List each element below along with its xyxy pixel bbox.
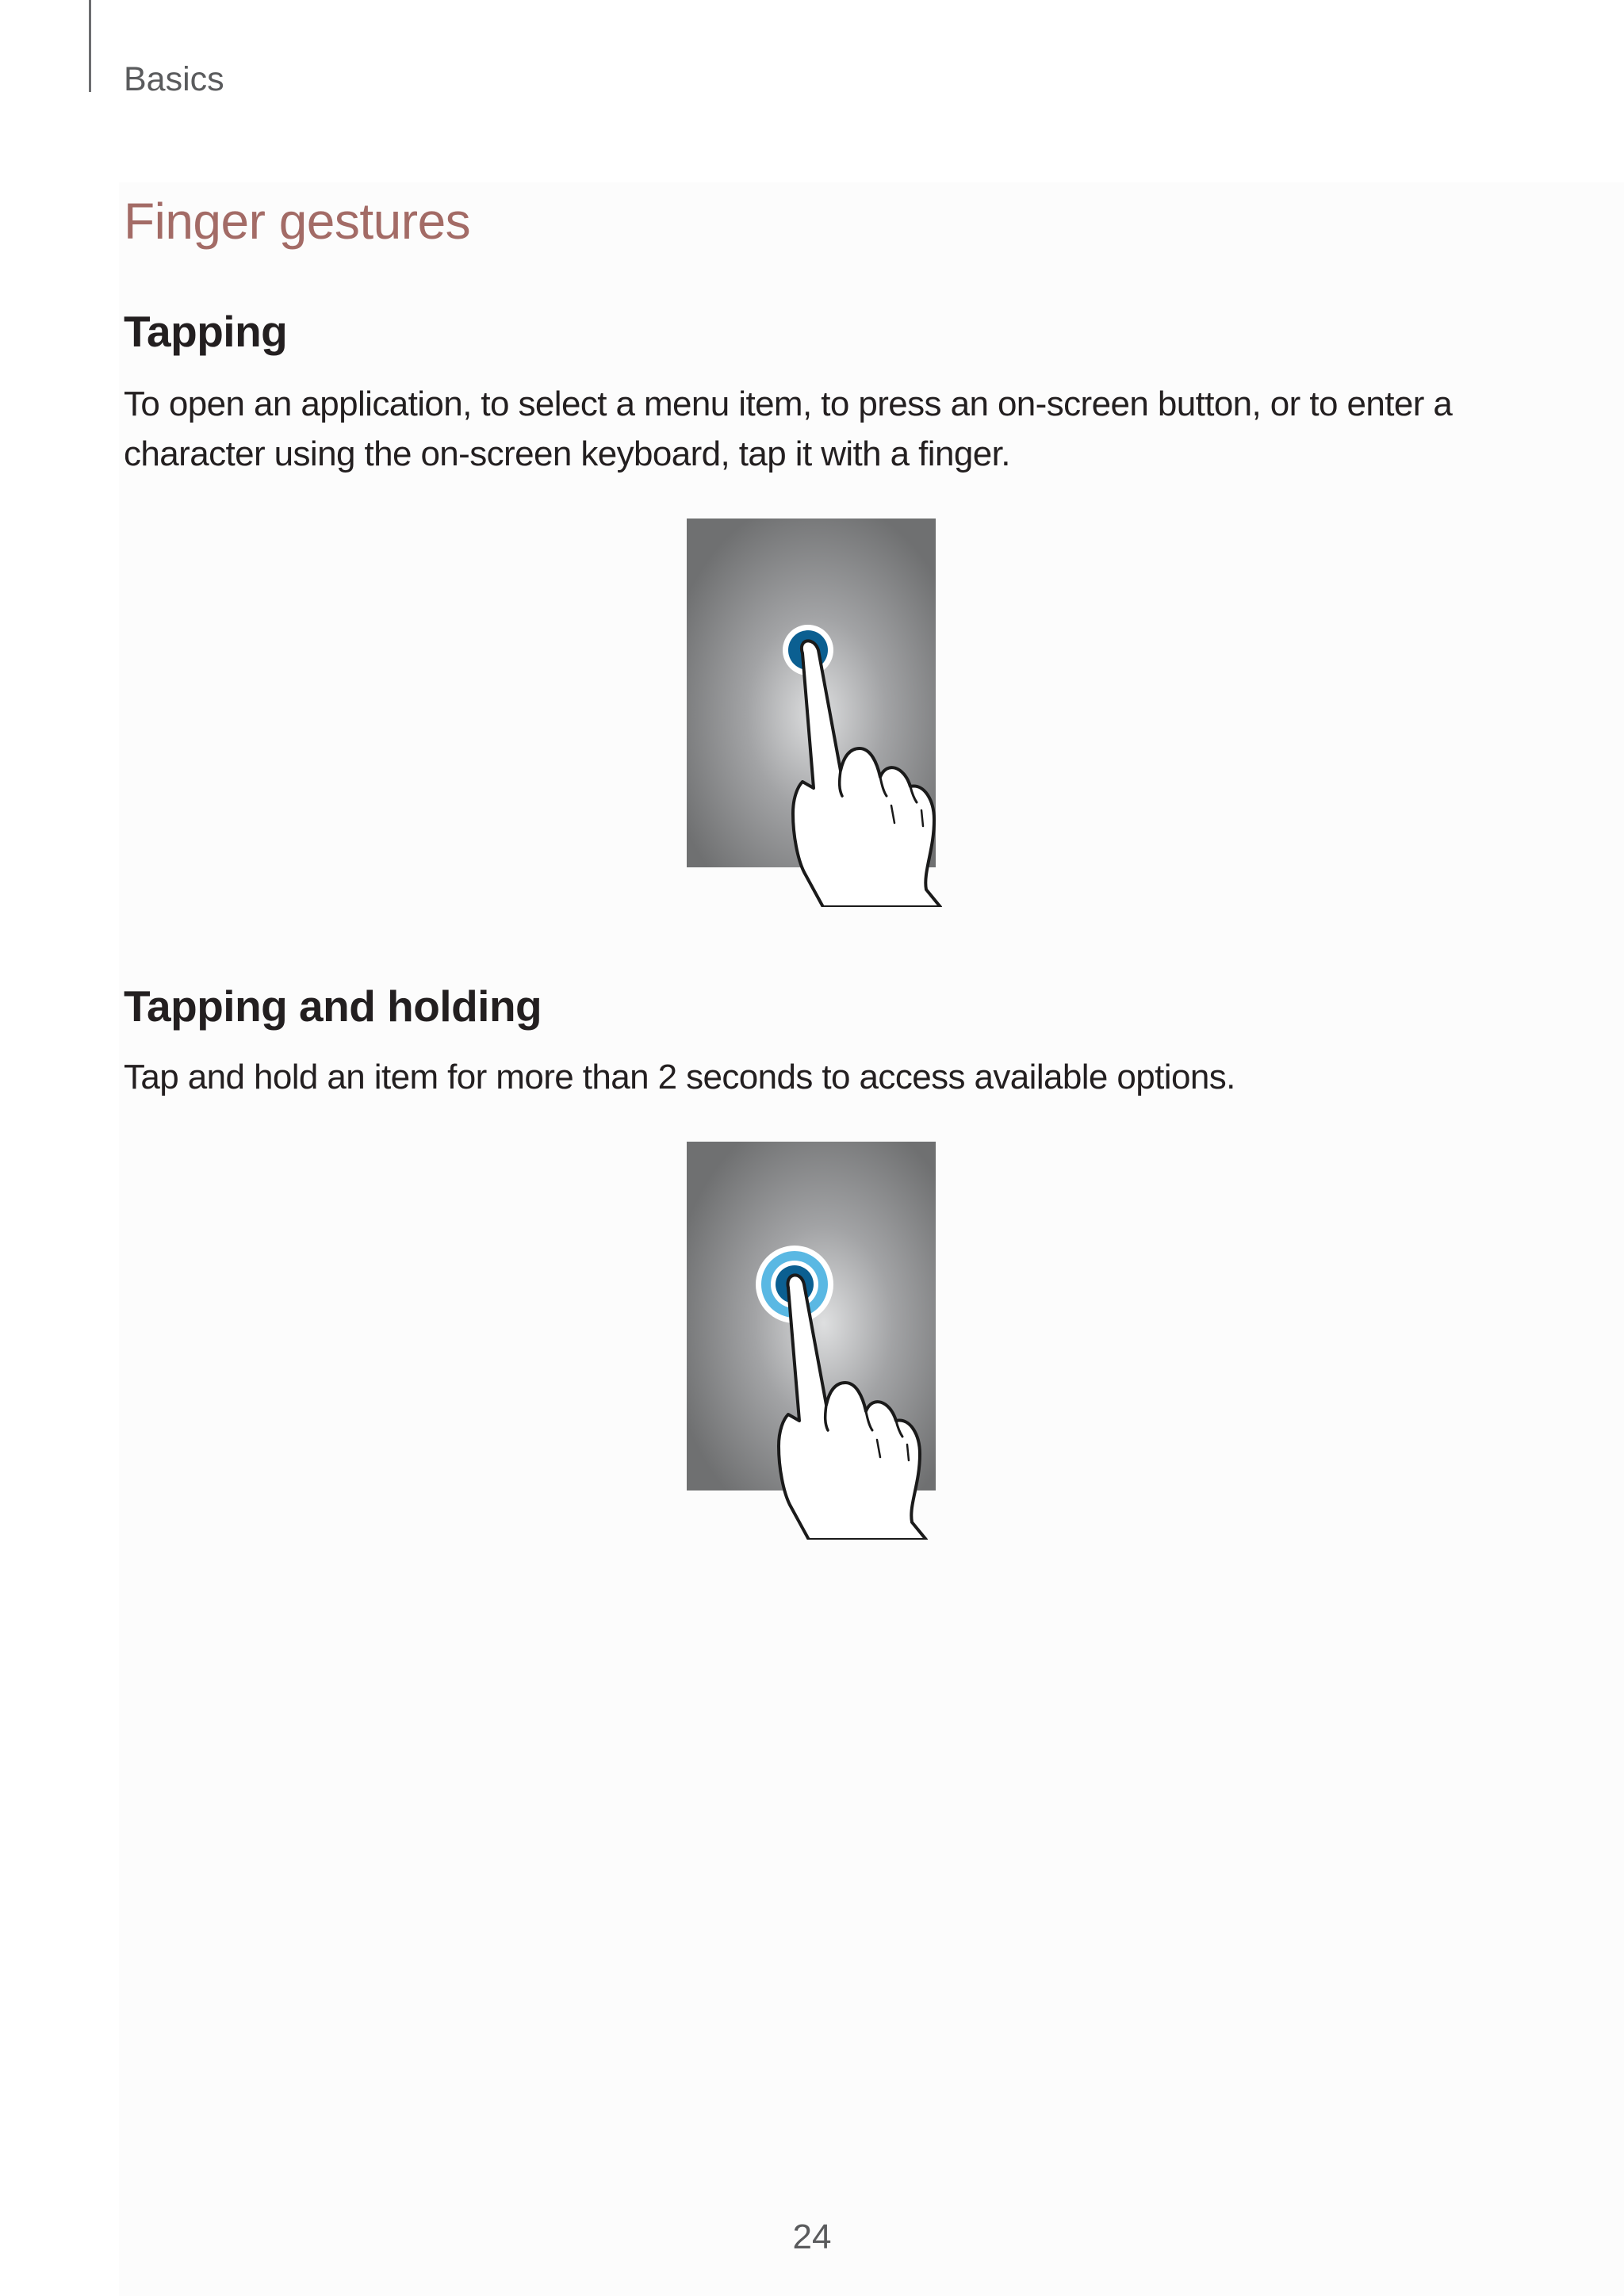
tap-gesture-icon	[687, 519, 961, 907]
tap-and-hold-gesture-illustration	[687, 1142, 961, 1540]
tapping-heading: Tapping	[124, 307, 288, 356]
tapping-description-line-2: character using the on-screen keyboard, tap it with a finger.	[124, 434, 1010, 473]
section-label: Basics	[124, 60, 224, 98]
tap-gesture-illustration	[687, 519, 961, 907]
tapping-and-holding-heading: Tapping and holding	[124, 982, 542, 1031]
header-rule	[89, 0, 91, 92]
tapping-and-holding-description: Tap and hold an item for more than 2 seconds to access available options.	[124, 1058, 1235, 1096]
tap-and-hold-gesture-icon	[687, 1142, 961, 1540]
tapping-description-line-1: To open an application, to select a menu item, to press an on-screen button, or to enter a	[124, 385, 1453, 423]
page-title: Finger gestures	[124, 193, 471, 250]
page-number: 24	[792, 2218, 832, 2256]
